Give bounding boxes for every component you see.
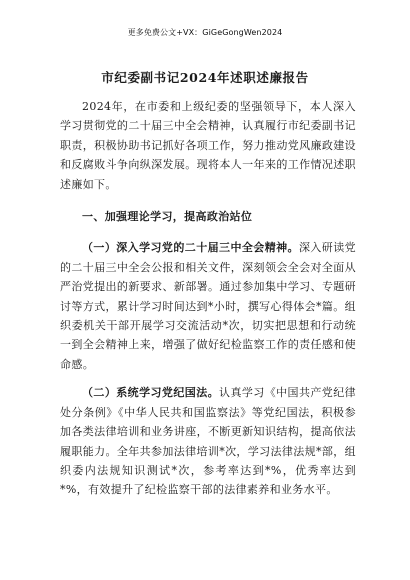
intro-paragraph: 2024年，在市委和上级纪委的坚强领导下，本人深入学习贯彻党的二十届三中全会精神，认真履行市纪委副书记职责，积极协助书记抓好各项工作，努力推动党风廉政建设和反腐败斗争向纵深发展。现将本人一年来的工作情况述职述廉如下。 <box>60 100 356 191</box>
section-heading: 一、加强理论学习，提高政治站位 <box>82 210 253 224</box>
paragraph-gap <box>60 374 356 383</box>
item2-text: 认真学习《中国共产党纪律处分条例》《中华人民共和国监察法》等党纪国法，积极参加各类法律培训和业务讲座，不断更新知识结构，提高依法履职能力。全年共参加法律培训*次，学习法律法规*部，组织委内法规知识测试*次，参考率达到*%，优秀率达到*%，有效提升了纪检监察干部的法律素养和业务水平。 <box>60 386 356 497</box>
header-note: 更多免费公文+VX：GiGeGongWen2024 <box>127 28 283 37</box>
item1-subheading: （一）深入学习党的二十届三中全会精神。 <box>82 241 299 255</box>
document-body <box>60 97 356 500</box>
item1-paragraph <box>60 238 356 374</box>
item2-subheading: （二）系统学习党纪国法。 <box>82 386 220 400</box>
document-title: 市纪委副书记2024年述职述廉报告 <box>101 70 309 85</box>
item1-text: 深入研读党的二十届三中全会公报和相关文件，深刻领会全会对全面从严治党提出的新要求、新部署。通过参加集中学习、专题研讨等方式，累计学习时间达到*小时，撰写心得体会*篇。组织委机关干部开展学习交流活动*次，切实把思想和行动统一到全会精神上来，增强了做好纪检监察工作的责任感和使命感。 <box>60 241 356 371</box>
item2-paragraph <box>60 383 356 499</box>
